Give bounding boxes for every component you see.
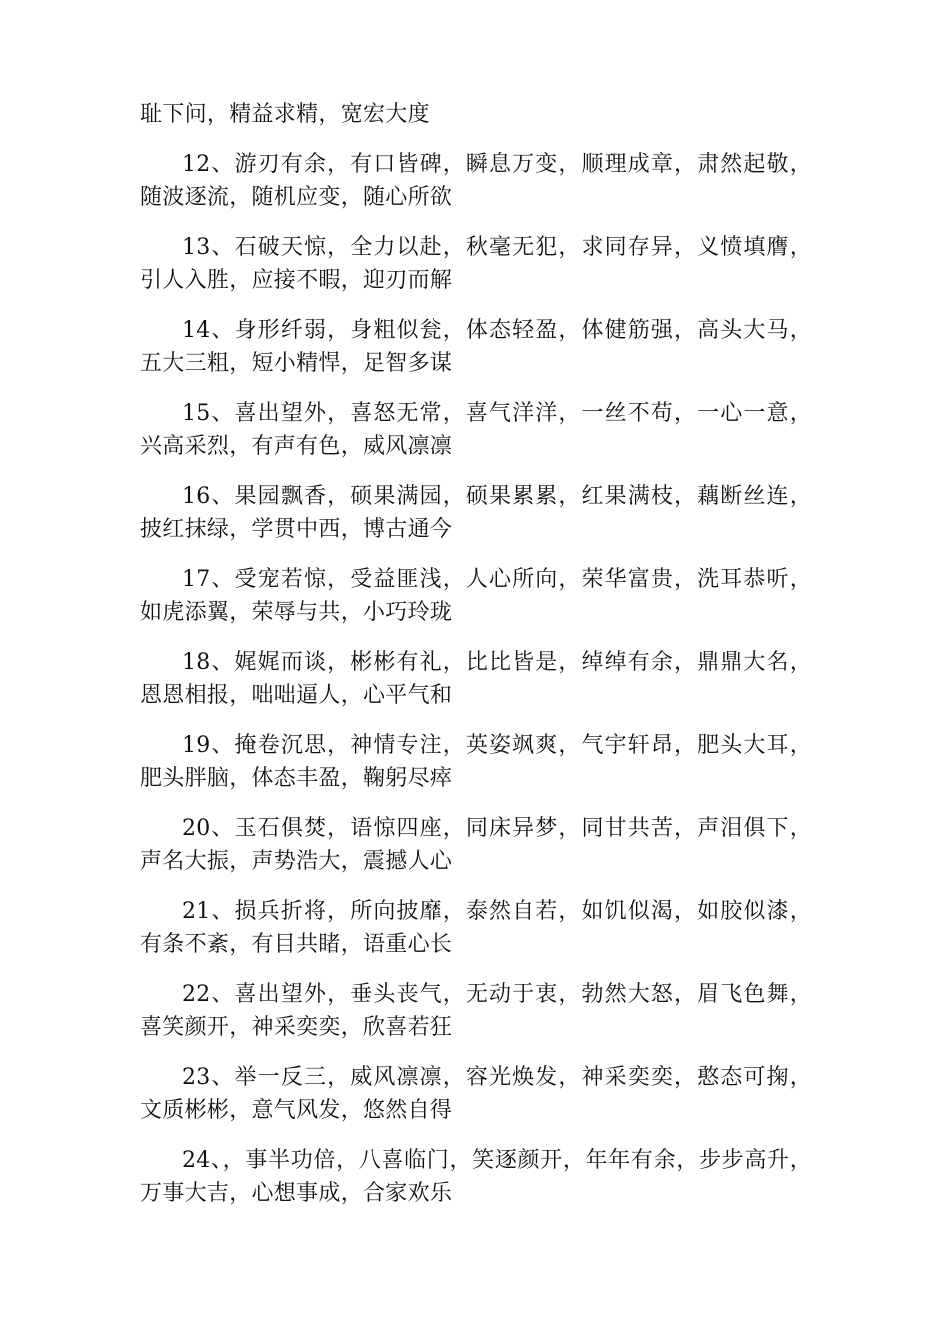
- paragraph-item-21: 21、损兵折将，所向披靡，泰然自若，如饥似渴，如胶似漆，有条不紊，有目共睹，语重心长: [140, 899, 812, 957]
- paragraph-item-24: 24、，事半功倍，八喜临门，笑逐颜开，年年有余，步步高升，万事大吉，心想事成，合家欢乐: [140, 1148, 812, 1206]
- paragraph-item-17: 17、受宠若惊，受益匪浅，人心所向，荣华富贵，洗耳恭听，如虎添翼，荣辱与共，小巧玲珑: [140, 567, 812, 625]
- paragraph-continuation: 耻下问，精益求精，宽宏大度: [140, 102, 430, 127]
- paragraph-item-14: 14、身形纤弱，身粗似瓮，体态轻盈，体健筋强，高头大马，五大三粗，短小精悍，足智多谋: [140, 318, 812, 376]
- paragraph-item-15: 15、喜出望外，喜怒无常，喜气洋洋，一丝不苟，一心一意，兴高采烈，有声有色，威风凛凛: [140, 401, 812, 459]
- paragraph-item-23: 23、举一反三，威风凛凛，容光焕发，神采奕奕，憨态可掬，文质彬彬，意气风发，悠然自得: [140, 1065, 812, 1123]
- paragraph-item-12: 12、游刃有余，有口皆碑，瞬息万变，顺理成章，肃然起敬，随波逐流，随机应变，随心所欲: [140, 152, 812, 210]
- paragraph-item-18: 18、娓娓而谈，彬彬有礼，比比皆是，绰绰有余，鼎鼎大名，恩恩相报，咄咄逼人，心平气和: [140, 650, 812, 708]
- paragraph-item-19: 19、掩卷沉思，神情专注，英姿飒爽，气宇轩昂，肥头大耳，肥头胖脑，体态丰盈，鞠躬尽瘁: [140, 733, 812, 791]
- paragraph-item-22: 22、喜出望外，垂头丧气，无动于衷，勃然大怒，眉飞色舞，喜笑颜开，神采奕奕，欣喜若狂: [140, 982, 812, 1040]
- paragraph-item-20: 20、玉石俱焚，语惊四座，同床异梦，同甘共苦，声泪俱下，声名大振，声势浩大，震撼人心: [140, 816, 812, 874]
- paragraph-item-16: 16、果园飘香，硕果满园，硕果累累，红果满枝，藕断丝连，披红抹绿，学贯中西，博古通今: [140, 484, 812, 542]
- paragraph-item-13: 13、石破天惊，全力以赴，秋毫无犯，求同存异，义愤填膺，引人入胜，应接不暇，迎刃而解: [140, 235, 812, 293]
- document-page: [140, 98, 812, 1227]
